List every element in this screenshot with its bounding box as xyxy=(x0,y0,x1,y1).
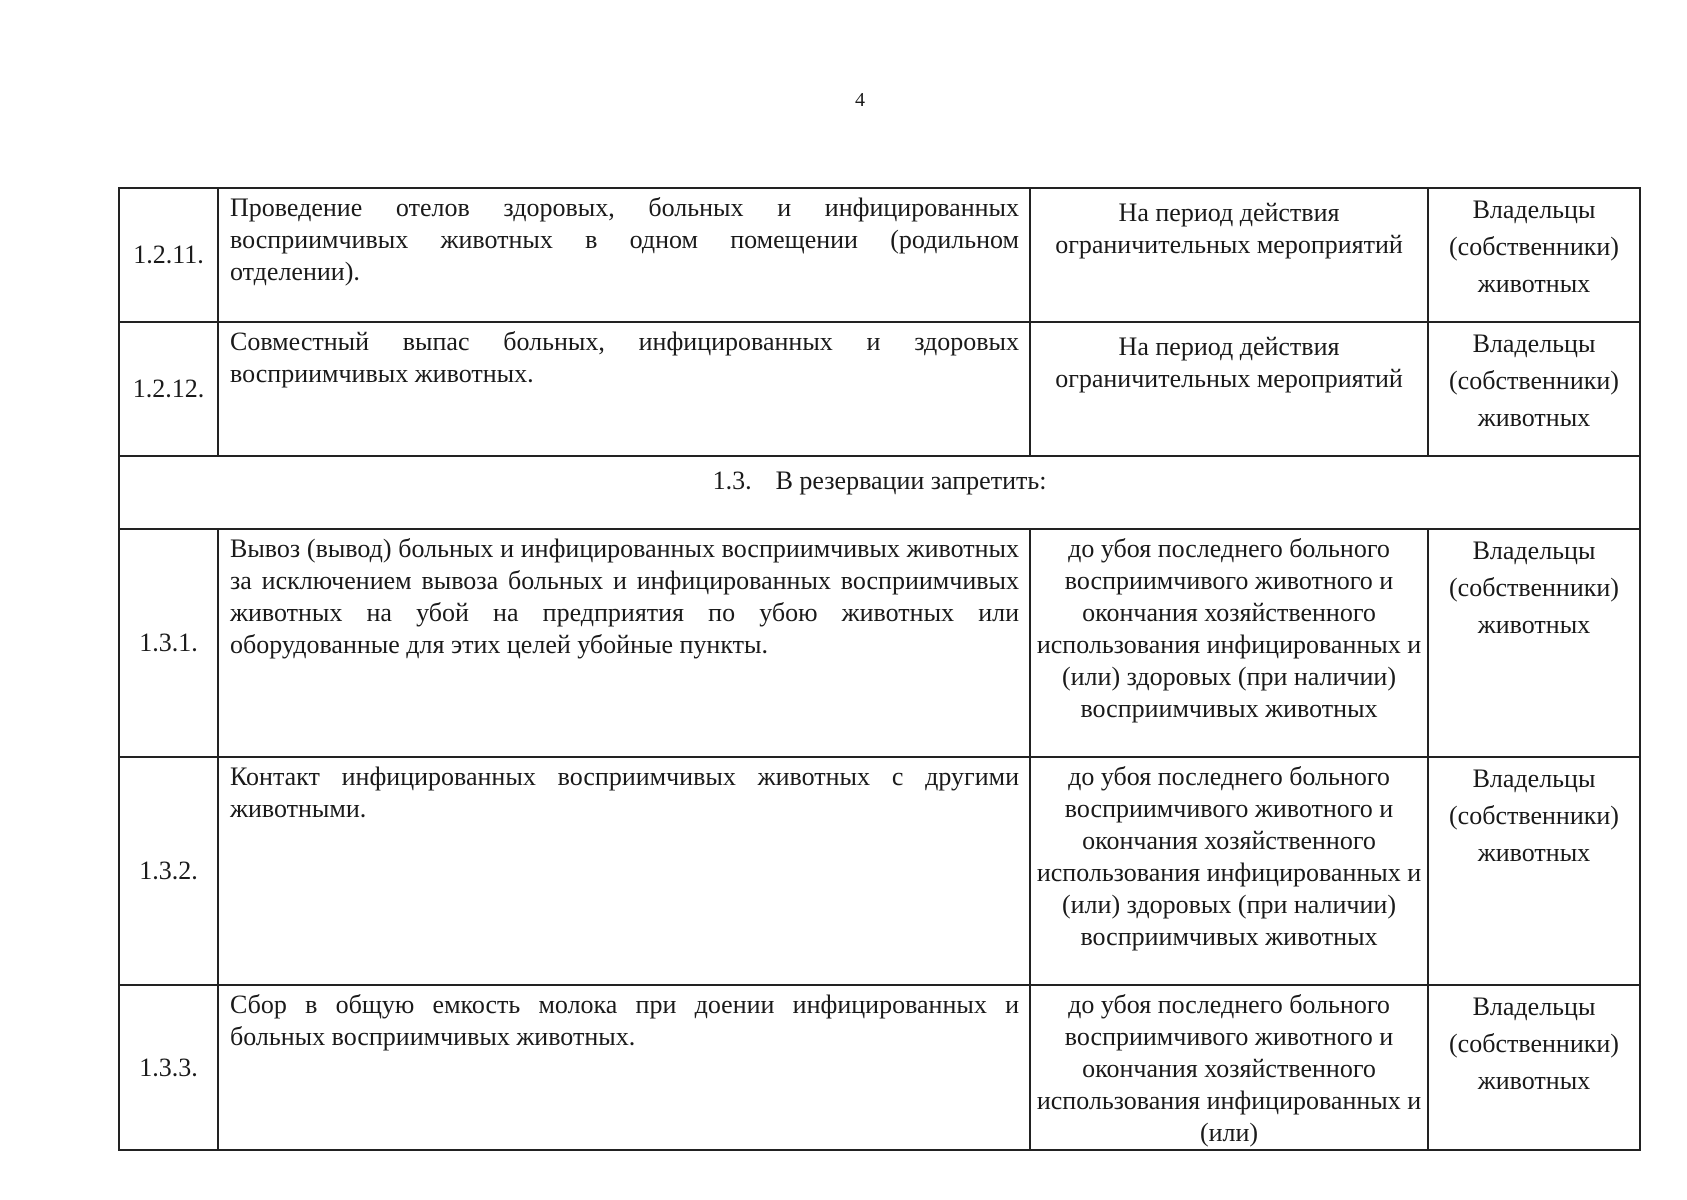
term-text: до убоя последнего больного восприимчивого животного и окончания хозяйственного использования инфицированных и (или) здоровых (при наличии) восприимчивых животных xyxy=(1036,762,1422,951)
term-cell xyxy=(1030,188,1428,322)
term-cell xyxy=(1030,757,1428,985)
measure-text: Проведение отелов здоровых, больных и инфицированных восприимчивых животных в одном помещении (родильном отделении). xyxy=(230,193,1019,286)
measure-text: Сбор в общую емкость молока при доении инфицированных и больных восприимчивых животных. xyxy=(230,990,1019,1051)
responsible-text: Владельцы (собственники) животных xyxy=(1449,195,1619,298)
responsible-text: Владельцы (собственники) животных xyxy=(1449,329,1619,432)
responsible-text: Владельцы (собственники) животных xyxy=(1449,764,1619,867)
measure-text: Контакт инфицированных восприимчивых животных с другими животными. xyxy=(230,762,1019,823)
measure-text: Совместный выпас больных, инфицированных и здоровых восприимчивых животных. xyxy=(230,327,1019,388)
term-cell xyxy=(1030,322,1428,456)
responsible-cell xyxy=(1428,529,1640,757)
measure-cell xyxy=(218,529,1030,757)
term-cell xyxy=(1030,985,1428,1150)
measure-cell xyxy=(218,322,1030,456)
measure-cell xyxy=(218,757,1030,985)
term-text: до убоя последнего больного восприимчивого животного и окончания хозяйственного использования инфицированных и (или) здоровых (при наличии) восприимчивых животных xyxy=(1036,534,1422,723)
measure-cell xyxy=(218,985,1030,1150)
table-row xyxy=(119,322,1640,456)
section-title: В резервации запретить: xyxy=(775,466,1047,495)
row-number: 1.3.1. xyxy=(119,529,218,757)
responsible-cell xyxy=(1428,757,1640,985)
responsible-text: Владельцы (собственники) животных xyxy=(1449,992,1619,1095)
section-row xyxy=(119,456,1640,529)
section-heading-cell xyxy=(119,456,1640,529)
row-number: 1.3.3. xyxy=(119,985,218,1150)
responsible-cell xyxy=(1428,985,1640,1150)
responsible-cell xyxy=(1428,322,1640,456)
row-number: 1.2.11. xyxy=(119,188,218,322)
term-text: На период действия ограничительных мероприятий xyxy=(1055,198,1403,259)
term-text: На период действия ограничительных мероприятий xyxy=(1055,332,1403,393)
table-row xyxy=(119,529,1640,757)
measure-text: Вывоз (вывод) больных и инфицированных восприимчивых животных за исключением вывоза больных и инфицированных восприимчивых животных на убой на предприятия по убою животных или оборудованные для этих целей убойные пункты. xyxy=(230,534,1019,659)
table-row xyxy=(119,757,1640,985)
row-number: 1.2.12. xyxy=(119,322,218,456)
term-cell xyxy=(1030,529,1428,757)
term-text: до убоя последнего больного восприимчивого животного и окончания хозяйственного использования инфицированных и (или) xyxy=(1036,990,1422,1147)
responsible-cell xyxy=(1428,188,1640,322)
page-number: 4 xyxy=(855,89,865,111)
responsible-text: Владельцы (собственники) животных xyxy=(1449,536,1619,639)
table-row xyxy=(119,188,1640,322)
section-number: 1.3. xyxy=(712,466,752,495)
row-number: 1.3.2. xyxy=(119,757,218,985)
measures-table xyxy=(118,187,1641,1151)
measure-cell xyxy=(218,188,1030,322)
table-row xyxy=(119,985,1640,1150)
section-heading xyxy=(120,457,1639,497)
